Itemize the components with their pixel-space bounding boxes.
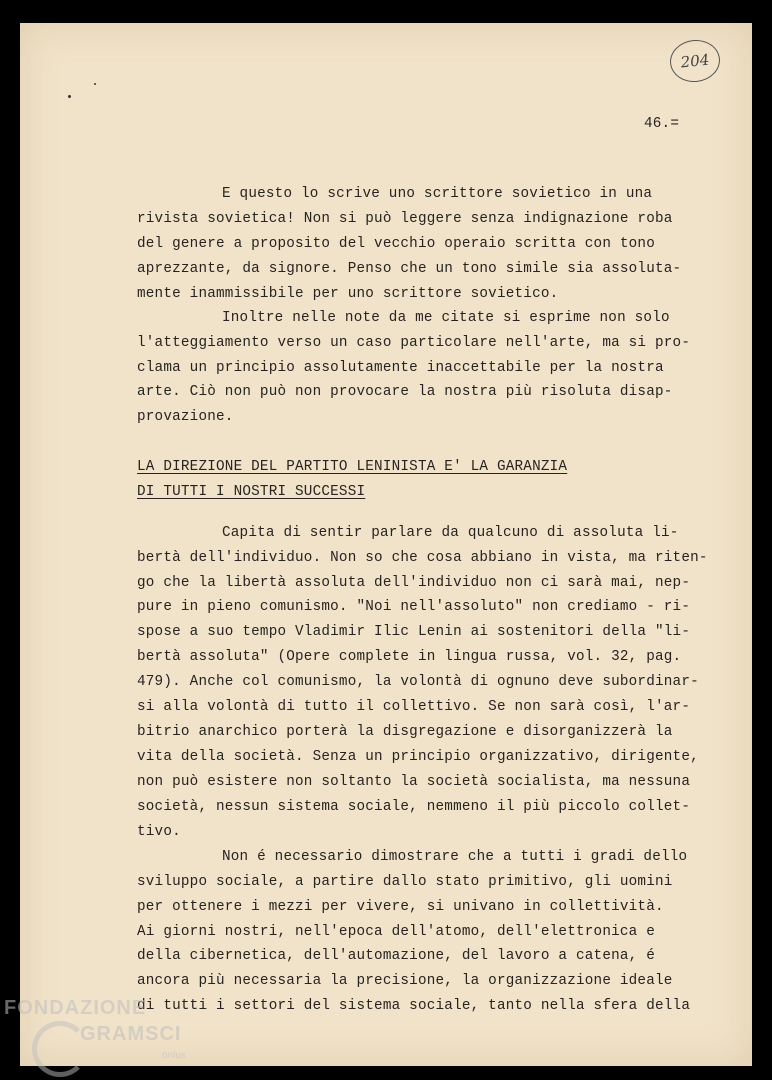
text-line: pure in pieno comunismo. "Noi nell'assoluto" non crediamo - ri- bbox=[137, 599, 691, 615]
text-line: di tutti i settori del sistema sociale, tanto nella sfera della bbox=[137, 998, 691, 1014]
text-line: si alla volontà di tutto il collettivo. Se non sarà così, l'ar- bbox=[137, 699, 691, 715]
watermark-line-1: FONDAZIONE bbox=[4, 997, 147, 1019]
watermark-line-3: onlus bbox=[162, 1050, 186, 1061]
text-line: Capita di sentir parlare da qualcuno di assoluta li- bbox=[222, 525, 679, 541]
text-line: ancora più necessaria la precisione, la organizzazione ideale bbox=[137, 973, 673, 989]
ink-mark bbox=[68, 95, 71, 98]
text-line: arte. Ciò non può non provocare la nostra più risoluta disap- bbox=[137, 384, 673, 400]
text-line: spose a suo tempo Vladimir Ilic Lenin ai sostenitori della "li- bbox=[137, 624, 691, 640]
text-line: l'atteggiamento verso un caso particolare nell'arte, ma si pro- bbox=[137, 335, 691, 351]
text-line: Ai giorni nostri, nell'epoca dell'atomo, dell'elettronica e bbox=[137, 924, 655, 940]
fondazione-gramsci-watermark bbox=[0, 995, 260, 1080]
text-line: rivista sovietica! Non si può leggere senza indignazione roba bbox=[137, 211, 673, 227]
page-number: 46.= bbox=[644, 116, 680, 132]
heading-line: LA DIREZIONE DEL PARTITO LENINISTA E' LA GARANZIA bbox=[137, 459, 568, 475]
text-line: tivo. bbox=[137, 824, 181, 840]
text-line: bitrio anarchico porterà la disgregazione e disorganizzerà la bbox=[137, 724, 673, 740]
text-line: bertà dell'individuo. Non so che cosa abbiano in vista, ma riten- bbox=[137, 550, 708, 566]
text-line: per ottenere i mezzi per vivere, si univano in collettività. bbox=[137, 899, 664, 915]
typed-page bbox=[20, 23, 752, 1066]
text-line: provazione. bbox=[137, 409, 234, 425]
text-line: go che la libertà assoluta dell'individuo non ci sarà mai, nep- bbox=[137, 575, 691, 591]
text-line: Inoltre nelle note da me citate si esprime non solo bbox=[222, 310, 670, 326]
text-line: 479). Anche col comunismo, la volontà di ognuno deve subordinar- bbox=[137, 674, 699, 690]
text-line: sviluppo sociale, a partire dallo stato primitivo, gli uomini bbox=[137, 874, 673, 890]
text-line: società, nessun sistema sociale, nemmeno il più piccolo collet- bbox=[137, 799, 691, 815]
archive-stamp: 204 bbox=[668, 38, 722, 85]
text-line: bertà assoluta" (Opere complete in lingua russa, vol. 32, pag. bbox=[137, 649, 682, 665]
text-line: E questo lo scrive uno scrittore sovietico in una bbox=[222, 186, 653, 202]
heading-line: DI TUTTI I NOSTRI SUCCESSI bbox=[137, 484, 366, 500]
text-line: clama un principio assolutamente inaccettabile per la nostra bbox=[137, 360, 664, 376]
text-line: della cibernetica, dell'automazione, del lavoro a catena, é bbox=[137, 948, 655, 964]
ink-mark bbox=[94, 83, 96, 85]
text-line: mente inammissibile per uno scrittore sovietico. bbox=[137, 286, 559, 302]
text-line: vita della società. Senza un principio organizzativo, dirigente, bbox=[137, 749, 699, 765]
watermark-line-2: GRAMSCI bbox=[80, 1023, 182, 1045]
text-line: del genere a proposito del vecchio operaio scritta con tono bbox=[137, 236, 655, 252]
text-line: non può esistere non soltanto la società socialista, ma nessuna bbox=[137, 774, 691, 790]
text-line: Non é necessario dimostrare che a tutti i gradi dello bbox=[222, 849, 688, 865]
text-line: aprezzante, da signore. Penso che un tono simile sia assoluta- bbox=[137, 261, 682, 277]
